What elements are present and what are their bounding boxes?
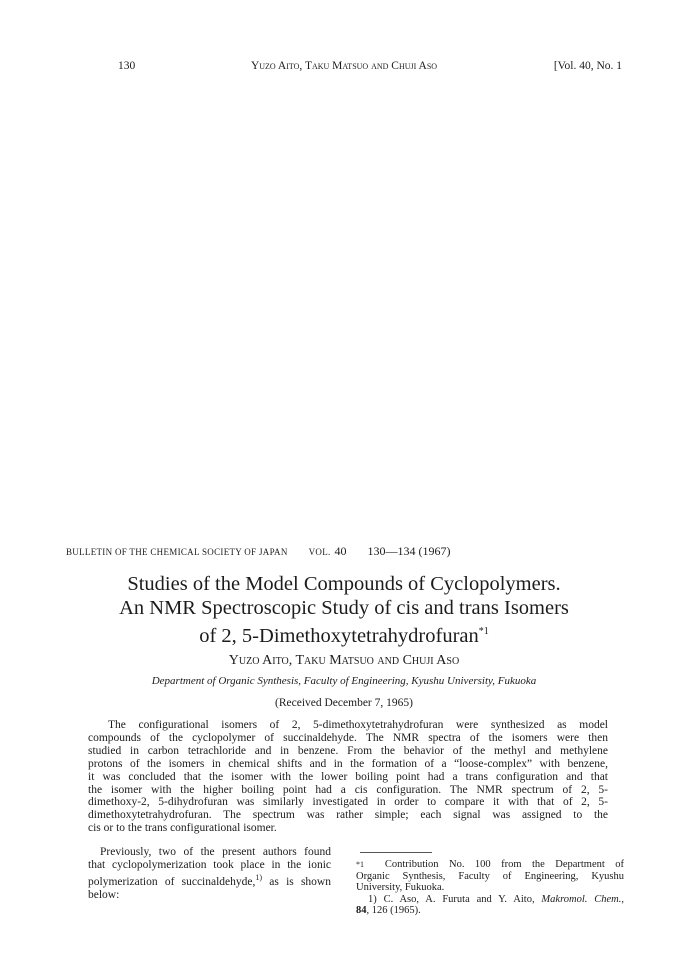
journal-pages: 130—134 (1967) <box>367 544 451 558</box>
body-line <box>88 872 331 889</box>
footnotes <box>356 856 624 917</box>
abstract-line: the isomer with the higher boiling point had a cis configuration. The NMR spectrum of 2, 5- <box>88 783 608 796</box>
page-number: 130 <box>118 60 136 72</box>
body-line: Previously, two of the present authors found <box>100 846 331 858</box>
footnote-text: Contribution No. 100 from the Department of <box>384 859 624 870</box>
title-line-2: An NMR Spectroscopic Study of cis and trans Isomers <box>119 597 569 619</box>
author-list: Yuzo Aito, Taku Matsuo and Chuji Aso <box>228 653 460 668</box>
title-footnote-mark: *1 <box>478 626 489 637</box>
abstract-line: studied in carbon tetrachloride and in benzene. From the behavior of the methyl and methylene <box>88 744 608 757</box>
abstract-line: it was concluded that the isomer with the lower boiling point had a trans configuration and that <box>88 770 608 783</box>
abstract-line: dimethoxytetrahydrofuran. The spectrum was rather simple; each signal was assigned to the <box>88 809 608 822</box>
running-header-authors: Yuzo Aito, Taku Matsuo and Chuji Aso <box>250 60 438 72</box>
reference-authors: 1) C. Aso, A. Furuta and Y. Aito, <box>368 893 535 905</box>
title-line-3 <box>0 620 688 648</box>
footnote-mark: *1 <box>356 860 364 869</box>
reference-line <box>356 894 624 906</box>
footnote-divider <box>360 852 432 853</box>
body-line: below: <box>88 888 120 901</box>
abstract-line: cis or to the trans configurational isomer. <box>88 822 277 835</box>
abstract-line: compounds of the cyclopolymer of succinaldehyde. The NMR spectra of the isomers were then <box>88 731 608 744</box>
body-line-text: as is shown <box>262 875 331 888</box>
body-line: that cyclopolymerization took place in the ionic <box>88 858 331 871</box>
abstract <box>88 719 608 835</box>
citation-ref: 1) <box>255 872 263 882</box>
body-line-text: polymerization of succinaldehyde, <box>88 875 256 888</box>
body-paragraph <box>88 846 331 901</box>
reference-volume: 84 <box>356 905 367 916</box>
journal-citation-line <box>66 544 468 559</box>
abstract-line: dimethoxy-2, 5-dihydrofuran was similarly investigated in order to compare it with that of 2, 5- <box>88 796 608 809</box>
received-date: (Received December 7, 1965) <box>275 697 413 709</box>
volume-label: VOL. <box>308 547 331 557</box>
footnote-line: Organic Synthesis, Faculty of Engineering, Kyushu <box>356 870 624 882</box>
journal-volume: 40 <box>334 544 347 558</box>
reference-journal: Makromol. Chem., <box>541 893 624 905</box>
title-line-1: Studies of the Model Compounds of Cyclopolymers. <box>127 573 561 595</box>
reference-line <box>356 905 624 917</box>
reference-pages: , 126 (1965). <box>366 905 421 916</box>
footnote-line <box>356 856 624 871</box>
title-line-3-text: of 2, 5-Dimethoxytetrahydrofuran <box>199 624 479 647</box>
running-header-volume: [Vol. 40, No. 1 <box>553 60 622 72</box>
abstract-line: protons of the isomers in chemical shifts and in the formation of a “loose-complex” with benzene, <box>88 757 608 770</box>
footnote-line: University, Fukuoka. <box>356 882 445 893</box>
journal-name: BULLETIN OF THE CHEMICAL SOCIETY OF JAPAN <box>66 547 288 557</box>
abstract-line: The configurational isomers of 2, 5-dimethoxytetrahydrofuran were synthesized as model <box>108 719 608 731</box>
affiliation: Department of Organic Synthesis, Faculty of Engineering, Kyushu University, Fukuoka <box>151 675 537 687</box>
